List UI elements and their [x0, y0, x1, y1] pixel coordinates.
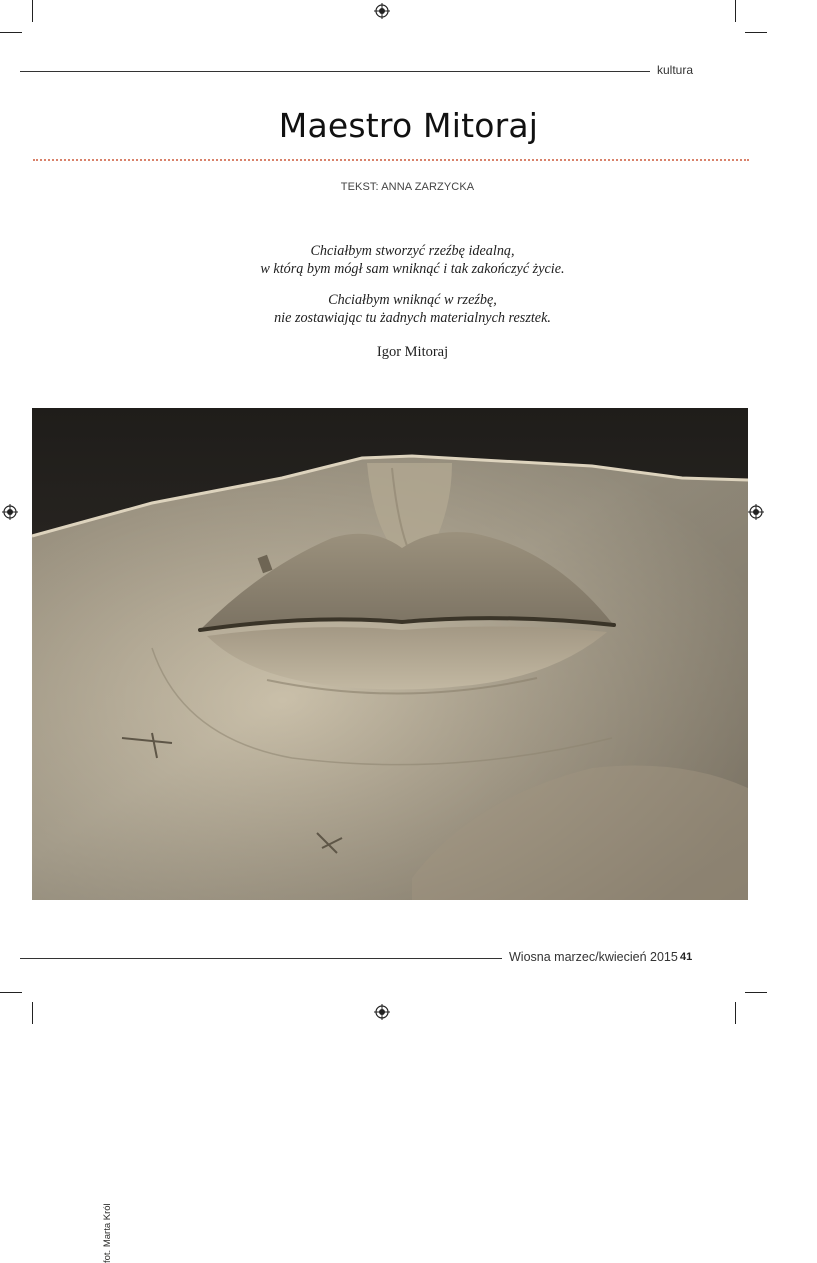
- crop-mark: [735, 0, 736, 22]
- crop-mark: [735, 1002, 736, 1024]
- quote-line: w którą bym mógł sam wniknąć i tak zakończyć życie.: [260, 261, 565, 277]
- footer-rule: [20, 958, 502, 959]
- registration-mark-icon: [748, 504, 764, 520]
- crop-mark: [32, 0, 33, 22]
- quote-author: Igor Mitoraj: [376, 344, 449, 360]
- quote-stanza: [200, 242, 625, 278]
- title-divider: [33, 159, 749, 161]
- crop-mark: [0, 32, 22, 33]
- crop-mark: [0, 992, 22, 993]
- crop-mark: [32, 1002, 33, 1024]
- registration-mark-icon: [374, 1004, 390, 1020]
- article-byline: TEKST: ANNA ZARZYCKA: [340, 181, 475, 193]
- photo-credit: fot. Marta Król: [102, 1203, 113, 1263]
- section-label: kultura: [657, 63, 694, 77]
- article-title: Maestro Mitoraj: [278, 106, 539, 145]
- quote-line: Chciałbym stworzyć rzeźbę idealną,: [310, 243, 515, 259]
- registration-mark-icon: [2, 504, 18, 520]
- quote-line: nie zostawiając tu żadnych materialnych resztek.: [274, 310, 551, 326]
- epigraph-quote: [200, 242, 625, 327]
- quote-line: Chciałbym wniknąć w rzeźbę,: [328, 292, 497, 308]
- crop-mark: [745, 992, 767, 993]
- header-rule: [20, 71, 650, 72]
- quote-stanza: [200, 291, 625, 327]
- crop-mark: [745, 32, 767, 33]
- page-number: 41: [680, 951, 693, 963]
- footer-issue: Wiosna marzec/kwiecień 2015: [509, 950, 678, 964]
- registration-mark-icon: [374, 3, 390, 19]
